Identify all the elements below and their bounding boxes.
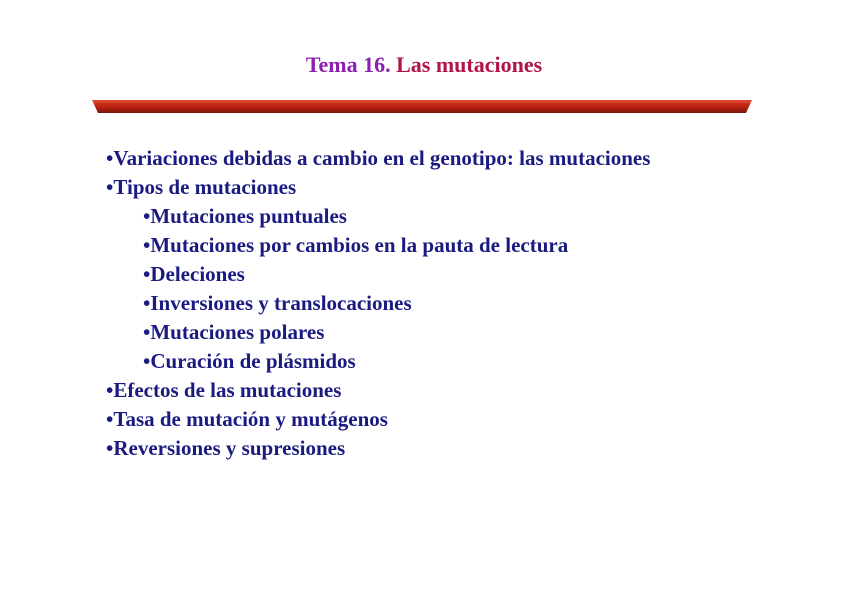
- bullet-glyph: •: [143, 262, 151, 286]
- sub-bullet-item: [106, 318, 650, 347]
- bullet-text: Efectos de las mutaciones: [113, 378, 342, 402]
- title-main: Las mutaciones: [396, 52, 543, 77]
- bullet-glyph: •: [106, 407, 114, 431]
- bullet-text: Mutaciones polares: [150, 320, 325, 344]
- bullet-glyph: •: [143, 233, 151, 257]
- bullet-text: Inversiones y translocaciones: [150, 291, 412, 315]
- bullet-text: Tipos de mutaciones: [113, 175, 297, 199]
- bullet-glyph: •: [143, 320, 151, 344]
- bullet-text: Mutaciones por cambios en la pauta de lectura: [150, 233, 569, 257]
- bullet-text: Mutaciones puntuales: [150, 204, 347, 228]
- bullet-text: Curación de plásmidos: [150, 349, 356, 373]
- bullet-text: Variaciones debidas a cambio en el genotipo: las mutaciones: [113, 146, 651, 170]
- sub-bullet-item: [106, 347, 650, 376]
- bullet-item: [106, 173, 650, 202]
- bullet-item: [106, 144, 650, 173]
- sub-bullet-item: [106, 202, 650, 231]
- sub-bullet-item: [106, 289, 650, 318]
- bullet-glyph: •: [106, 436, 114, 460]
- sub-bullet-item: [106, 231, 650, 260]
- bullet-item: [106, 434, 650, 463]
- bullet-list: [106, 144, 650, 463]
- bullet-text: Deleciones: [150, 262, 245, 286]
- bullet-item: [106, 405, 650, 434]
- bullet-text: Reversiones y supresiones: [113, 436, 346, 460]
- bullet-text: Tasa de mutación y mutágenos: [113, 407, 388, 431]
- title-prefix: Tema 16.: [305, 52, 391, 77]
- bullet-item: [106, 376, 650, 405]
- bullet-glyph: •: [106, 378, 114, 402]
- title-underline-bar: [92, 98, 752, 115]
- sub-bullet-item: [106, 260, 650, 289]
- bullet-glyph: •: [106, 175, 114, 199]
- bullet-glyph: •: [143, 291, 151, 315]
- bullet-glyph: •: [143, 349, 151, 373]
- bullet-glyph: •: [143, 204, 151, 228]
- slide-title: [0, 50, 848, 80]
- bullet-glyph: •: [106, 146, 114, 170]
